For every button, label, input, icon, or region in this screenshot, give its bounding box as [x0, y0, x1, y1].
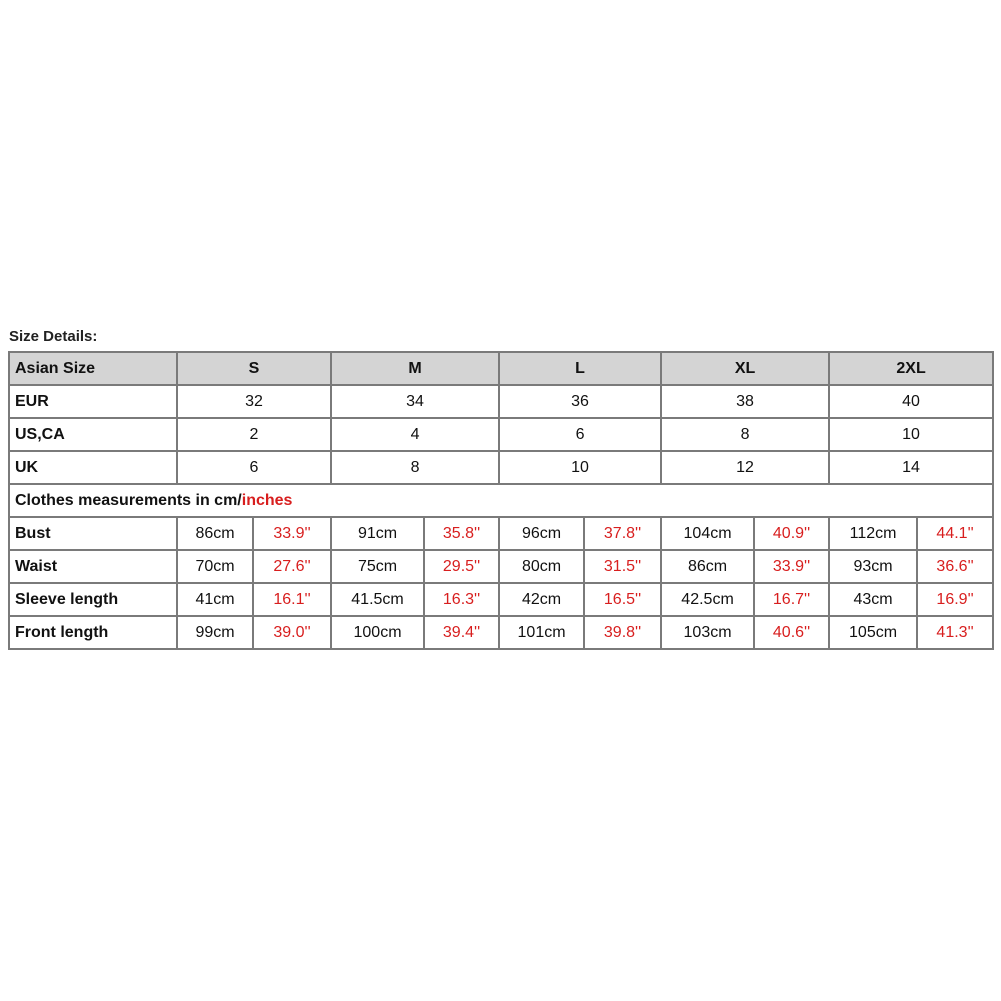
- cm-cell: 105cm: [829, 616, 917, 649]
- inch-cell: 29.5'': [424, 550, 499, 583]
- inch-cell: 16.1'': [253, 583, 331, 616]
- cm-cell: 86cm: [661, 550, 754, 583]
- asian-size-label: Asian Size: [9, 352, 177, 385]
- inch-cell: 44.1'': [917, 517, 993, 550]
- inch-cell: 16.9'': [917, 583, 993, 616]
- measurements-section-label: [9, 484, 993, 517]
- inch-cell: 40.6'': [754, 616, 829, 649]
- size-header-s: S: [177, 352, 331, 385]
- table-cell: 10: [829, 418, 993, 451]
- cm-cell: 70cm: [177, 550, 253, 583]
- inch-cell: 33.9'': [253, 517, 331, 550]
- size-chart-table: [8, 351, 994, 650]
- row-label-us-ca: US,CA: [9, 418, 177, 451]
- table-cell: 6: [499, 418, 661, 451]
- table-row-eur: [9, 385, 993, 418]
- section-label-cm: Clothes measurements in cm/: [15, 491, 242, 509]
- cm-cell: 93cm: [829, 550, 917, 583]
- table-row-front-length: [9, 616, 993, 649]
- table-cell: 2: [177, 418, 331, 451]
- size-header-m: M: [331, 352, 499, 385]
- table-cell: 4: [331, 418, 499, 451]
- row-label-sleeve-length: Sleeve length: [9, 583, 177, 616]
- inch-cell: 40.9'': [754, 517, 829, 550]
- table-cell: 6: [177, 451, 331, 484]
- size-header-2xl: 2XL: [829, 352, 993, 385]
- table-cell: 34: [331, 385, 499, 418]
- size-details-title: Size Details:: [9, 328, 98, 345]
- inch-cell: 27.6'': [253, 550, 331, 583]
- cm-cell: 41cm: [177, 583, 253, 616]
- cm-cell: 101cm: [499, 616, 584, 649]
- cm-cell: 42.5cm: [661, 583, 754, 616]
- table-row-waist: [9, 550, 993, 583]
- cm-cell: 100cm: [331, 616, 424, 649]
- section-row: [9, 484, 993, 517]
- table-cell: 14: [829, 451, 993, 484]
- row-label-eur: EUR: [9, 385, 177, 418]
- table-row-bust: [9, 517, 993, 550]
- table-row-us-ca: [9, 418, 993, 451]
- row-label-front-length: Front length: [9, 616, 177, 649]
- cm-cell: 91cm: [331, 517, 424, 550]
- table-row-sleeve-length: [9, 583, 993, 616]
- inch-cell: 39.4'': [424, 616, 499, 649]
- cm-cell: 96cm: [499, 517, 584, 550]
- table-cell: 40: [829, 385, 993, 418]
- cm-cell: 43cm: [829, 583, 917, 616]
- inch-cell: 16.5'': [584, 583, 661, 616]
- cm-cell: 75cm: [331, 550, 424, 583]
- header-row: [9, 352, 993, 385]
- table-cell: 36: [499, 385, 661, 418]
- size-header-xl: XL: [661, 352, 829, 385]
- inch-cell: 31.5'': [584, 550, 661, 583]
- cm-cell: 41.5cm: [331, 583, 424, 616]
- table-cell: 32: [177, 385, 331, 418]
- inch-cell: 41.3'': [917, 616, 993, 649]
- inch-cell: 35.8'': [424, 517, 499, 550]
- inch-cell: 36.6'': [917, 550, 993, 583]
- cm-cell: 99cm: [177, 616, 253, 649]
- table-cell: 8: [331, 451, 499, 484]
- inch-cell: 16.7'': [754, 583, 829, 616]
- inch-cell: 37.8'': [584, 517, 661, 550]
- cm-cell: 80cm: [499, 550, 584, 583]
- table-cell: 12: [661, 451, 829, 484]
- table-cell: 10: [499, 451, 661, 484]
- table-row-uk: [9, 451, 993, 484]
- inch-cell: 16.3'': [424, 583, 499, 616]
- cm-cell: 42cm: [499, 583, 584, 616]
- cm-cell: 112cm: [829, 517, 917, 550]
- cm-cell: 104cm: [661, 517, 754, 550]
- row-label-waist: Waist: [9, 550, 177, 583]
- inch-cell: 39.0'': [253, 616, 331, 649]
- inch-cell: 39.8'': [584, 616, 661, 649]
- inch-cell: 33.9'': [754, 550, 829, 583]
- size-header-l: L: [499, 352, 661, 385]
- row-label-uk: UK: [9, 451, 177, 484]
- section-label-inches: inches: [241, 491, 293, 509]
- cm-cell: 103cm: [661, 616, 754, 649]
- table-cell: 8: [661, 418, 829, 451]
- row-label-bust: Bust: [9, 517, 177, 550]
- cm-cell: 86cm: [177, 517, 253, 550]
- table-cell: 38: [661, 385, 829, 418]
